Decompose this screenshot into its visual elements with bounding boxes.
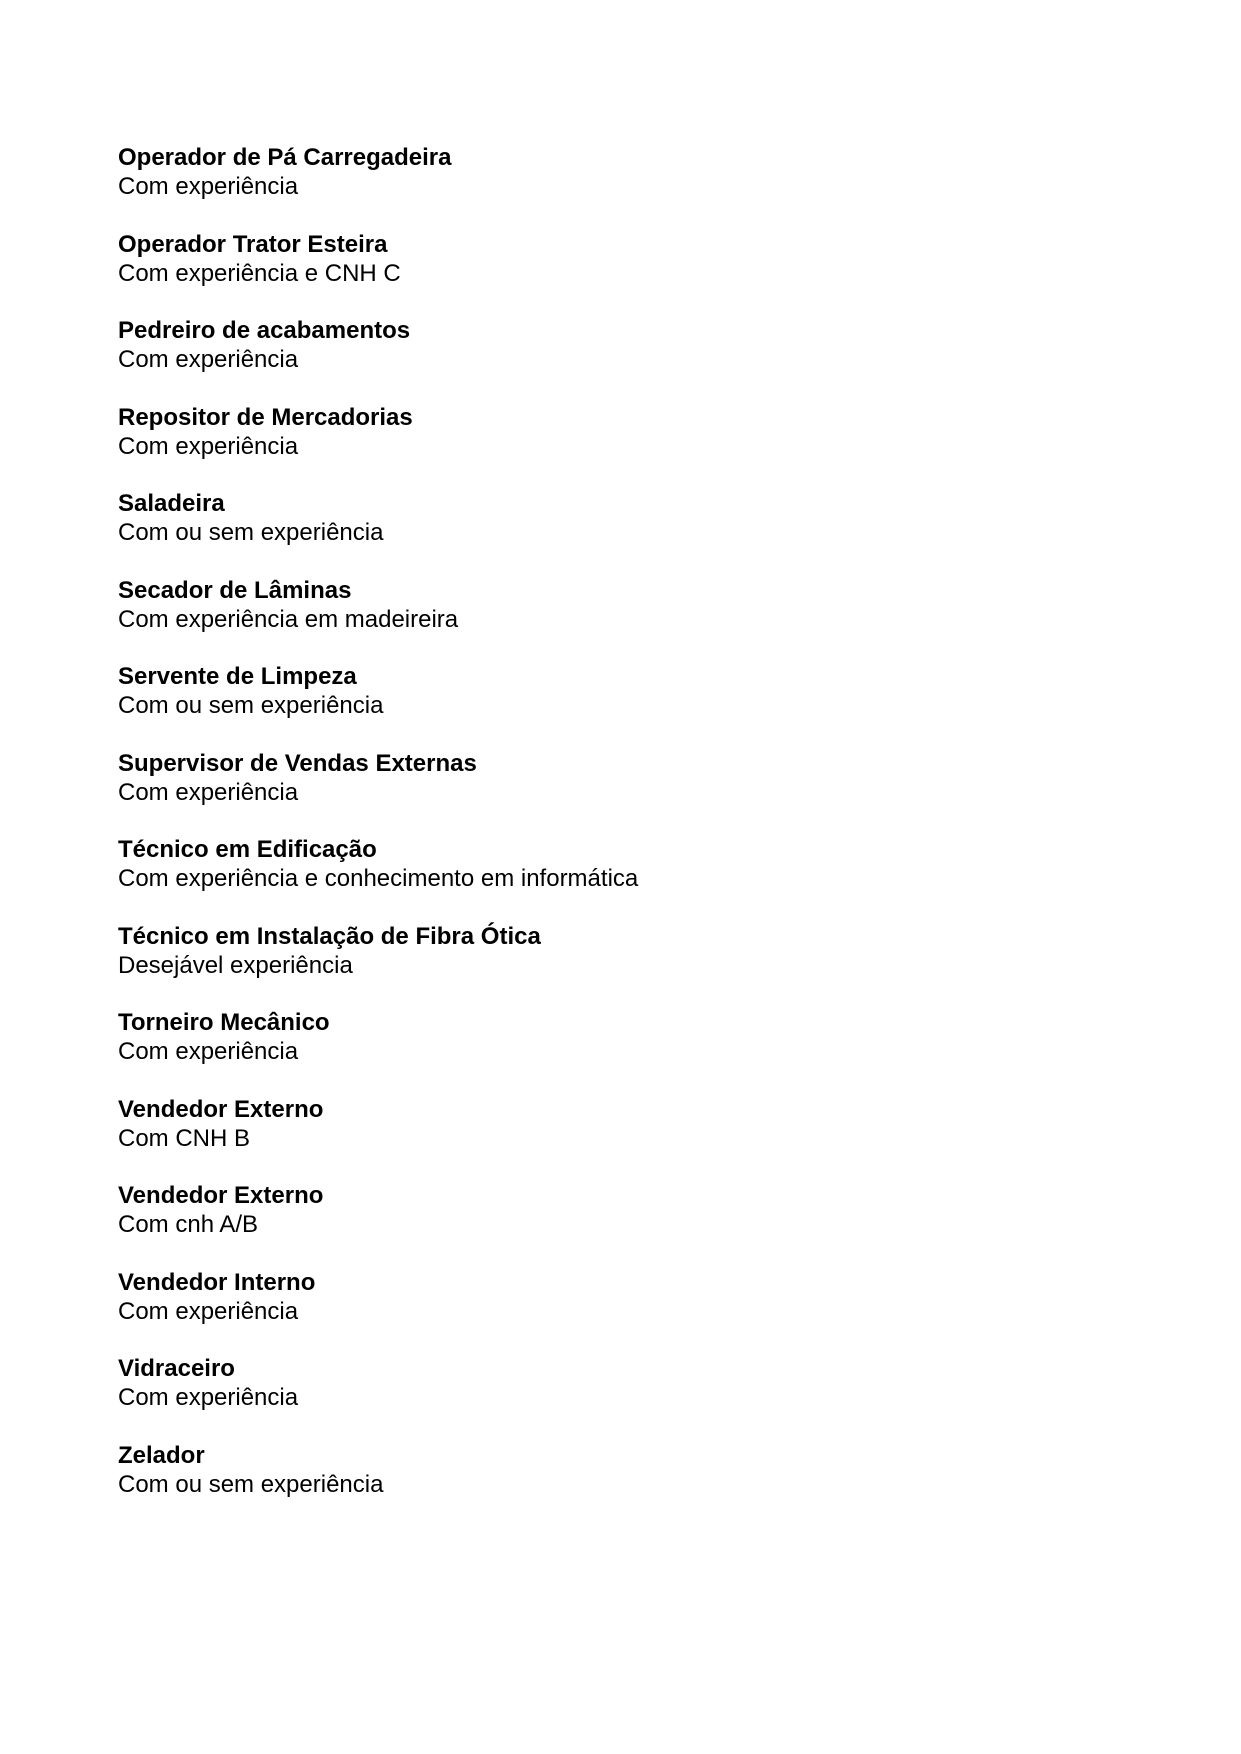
job-title: Técnico em Instalação de Fibra Ótica (118, 922, 541, 950)
job-requirement: Com experiência (118, 173, 299, 200)
job-requirement: Com cnh A/B (118, 1211, 259, 1238)
job-title: Operador Trator Esteira (118, 230, 388, 258)
job-title: Vendedor Externo (118, 1095, 324, 1123)
job-title: Vendedor Externo (118, 1182, 324, 1209)
job-entry (118, 230, 1118, 317)
job-entry (118, 1095, 1118, 1182)
job-title: Secador de Lâminas (118, 576, 352, 604)
job-requirement: Desejável experiência (118, 951, 353, 979)
job-entry (118, 489, 1118, 576)
job-requirement: Com ou sem experiência (118, 519, 384, 546)
job-title: Pedreiro de acabamentos (118, 317, 411, 344)
job-requirement: Com ou sem experiência (118, 692, 384, 719)
job-entry (118, 316, 1118, 403)
job-entry (118, 1268, 1118, 1355)
job-title: Saladeira (118, 490, 225, 517)
job-requirement: Com experiência (118, 432, 299, 460)
job-title: Servente de Limpeza (118, 663, 357, 690)
job-requirement: Com experiência (118, 346, 299, 373)
job-requirement: Com experiência (118, 1297, 299, 1325)
job-entry (118, 1354, 1118, 1441)
job-requirement: Com experiência e conhecimento em informática (118, 865, 639, 892)
job-requirement: Com experiência (118, 1038, 299, 1065)
job-requirement: Com experiência em madeireira (118, 605, 459, 633)
job-title: Vidraceiro (118, 1355, 235, 1382)
job-title: Zelador (118, 1441, 205, 1469)
job-requirement: Com experiência (118, 778, 299, 806)
job-requirement: Com experiência e CNH C (118, 259, 401, 287)
job-entry (118, 662, 1118, 749)
job-requirement: Com ou sem experiência (118, 1470, 384, 1498)
job-entry (118, 403, 1118, 490)
job-entry (118, 1008, 1118, 1095)
job-entry (118, 1441, 1118, 1528)
job-requirement: Com experiência (118, 1384, 299, 1411)
job-requirement: Com CNH B (118, 1124, 251, 1152)
job-title: Vendedor Interno (118, 1268, 316, 1296)
job-entry (118, 835, 1118, 922)
job-entry (118, 749, 1118, 836)
job-entry (118, 1181, 1118, 1268)
job-title: Torneiro Mecânico (118, 1009, 330, 1036)
job-title: Operador de Pá Carregadeira (118, 144, 452, 171)
job-title: Supervisor de Vendas Externas (118, 749, 477, 777)
job-title: Técnico em Edificação (118, 836, 377, 863)
job-title: Repositor de Mercadorias (118, 403, 413, 431)
job-list (118, 143, 1118, 1527)
job-entry (118, 143, 1118, 230)
job-entry (118, 576, 1118, 663)
job-entry (118, 922, 1118, 1009)
